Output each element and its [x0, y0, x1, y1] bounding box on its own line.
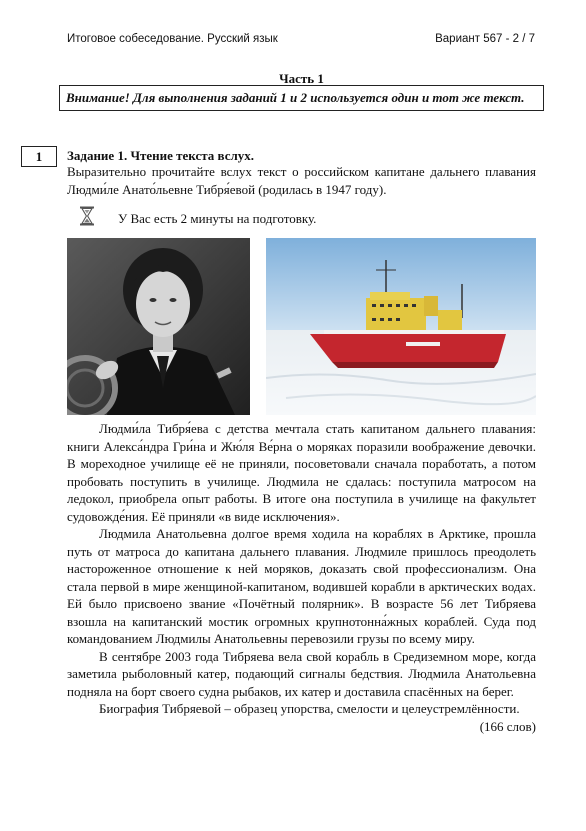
paragraph: Людмила Анатольевна долгое время ходила на кораблях в Арктике, прошла путь от матроса до капитана дальнего плавания. Людмиле пришлось преодолеть настороженное отношение к ней моряков, доказать свой профессионализм. Она стала первой в мире женщиной-капитаном, водившей корабли в арктических водах. Ей было присвоено звание «Почётный полярник». В возрасте 56 лет Тибряева взошла на капитанский мостик огромных крупнотонна́жных кораблей. Суда под командованием Людмилы Анатольевны перевозили грузы по всему миру. — [67, 526, 536, 646]
header-variant: Вариант 567 - 2 / 7 — [435, 33, 535, 45]
task-number-box: 1 — [21, 146, 57, 167]
task-title: Задание 1. Чтение текста вслух. — [67, 148, 255, 163]
header-subject: Итоговое собеседование. Русский язык — [67, 33, 278, 45]
icebreaker-photo — [266, 238, 536, 415]
word-count: (166 слов) — [479, 718, 536, 734]
attention-box: Внимание! Для выполнения заданий 1 и 2 используется один и тот же текст. — [59, 85, 544, 111]
paragraph: Людми́ла Тибря́ева с детства мечтала стать капитаном дальнего плавания: книги Алекса́ндра Гри́на и Жю́ля Ве́рна о моряках поразили воображение девочки. В мореходное училище её не приняли, посоветовали сначала поработать, а потом пробовать поступить в училище. Людмила не сдалась: поступила матросом на ледокол, приобрела опыт работы. В итоге она поступила в училище на факультет судовожде́ния. Её приняли «в виде исключения». — [67, 421, 536, 524]
captain-portrait-photo — [67, 238, 250, 415]
hourglass-icon — [79, 206, 95, 226]
task-description: Выразительно прочитайте вслух текст о российском капитане дальнего плавания Людми́ле Анато́льевне Тибря́евой (родилась в 1947 году). — [67, 164, 536, 197]
paragraph: В сентябре 2003 года Тибряева вела свой корабль в Средиземном море, когда заметила рыболовный катер, подающий сигналы бедствия. Людмила Анатольевна подняла на борт своего судна рыбаков, их катер и доставила спасённых на берег. — [67, 648, 536, 699]
reading-text — [67, 420, 536, 735]
paragraph: Биография Тибряевой – образец упорства, смелости и целеустремлённости. — [99, 701, 520, 716]
timer-note: У Вас есть 2 минуты на подготовку. — [118, 211, 317, 226]
part-title: Часть 1 — [279, 71, 324, 86]
